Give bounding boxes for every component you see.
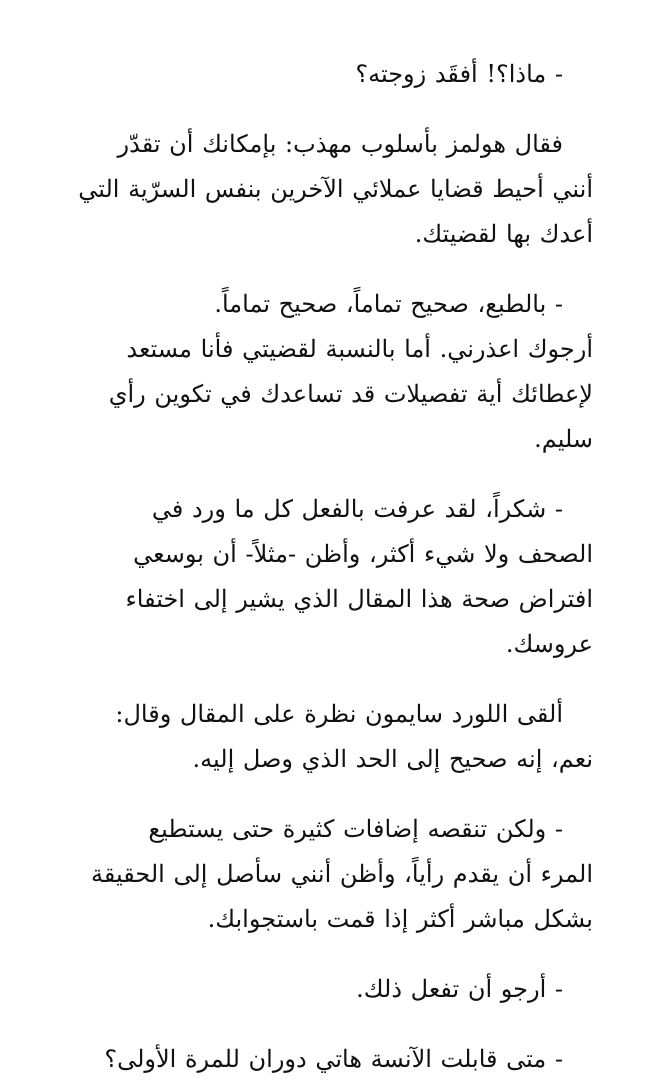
paragraph-line: - بالطبع، صحيح تماماً، صحيح تماماً.	[214, 290, 563, 318]
paragraph-line: نعم، إنه صحيح إلى الحد الذي وصل إليه.	[192, 745, 593, 773]
paragraph-line: أنني أحيط قضايا عملائي الآخرين بنفس السرّية التي	[78, 175, 593, 203]
paragraph-6	[58, 807, 593, 942]
paragraph-line: - متى قابلت الآنسة هاتي دوران للمرة الأولى؟	[104, 1045, 563, 1073]
paragraph-line: أرجوك اعذرني. أما بالنسبة لقضيتي فأنا مستعد	[126, 335, 593, 363]
paragraph-8	[58, 1037, 593, 1082]
paragraph-line: - شكراً، لقد عرفت بالفعل كل ما ورد في	[151, 495, 563, 523]
paragraph-5	[58, 692, 593, 782]
paragraph-line: فقال هولمز بأسلوب مهذب: بإمكانك أن تقدّر	[117, 130, 563, 158]
paragraph-line: - ولكن تنقصه إضافات كثيرة حتى يستطيع	[148, 815, 563, 843]
paragraph-line: سليم.	[534, 425, 593, 453]
paragraph-3	[58, 282, 593, 462]
paragraph-line: - ماذا؟! أفقَد زوجته؟	[355, 60, 563, 88]
paragraph-line: لإعطائك أية تفصيلات قد تساعدك في تكوين رأي	[108, 380, 593, 408]
paragraph-1	[58, 52, 593, 97]
paragraph-7	[58, 967, 593, 1012]
paragraph-line: ألقى اللورد سايمون نظرة على المقال وقال:	[115, 700, 563, 728]
paragraph-line: افتراض صحة هذا المقال الذي يشير إلى اختفاء	[125, 585, 593, 613]
paragraph-line: المرء أن يقدم رأياً، وأظن أنني سأصل إلى الحقيقة	[90, 860, 593, 888]
paragraph-line: عروسك.	[505, 630, 593, 658]
paragraph-4	[58, 487, 593, 667]
paragraph-2	[58, 122, 593, 257]
paragraph-line: الصحف ولا شيء أكثر، وأظن -مثلاً- أن بوسعي	[133, 540, 593, 568]
paragraph-line: بشكل مباشر أكثر إذا قمت باستجوابك.	[207, 905, 593, 933]
paragraph-line: - أرجو أن تفعل ذلك.	[356, 975, 563, 1003]
paragraph-line: أعدك بها لقضيتك.	[414, 220, 593, 248]
